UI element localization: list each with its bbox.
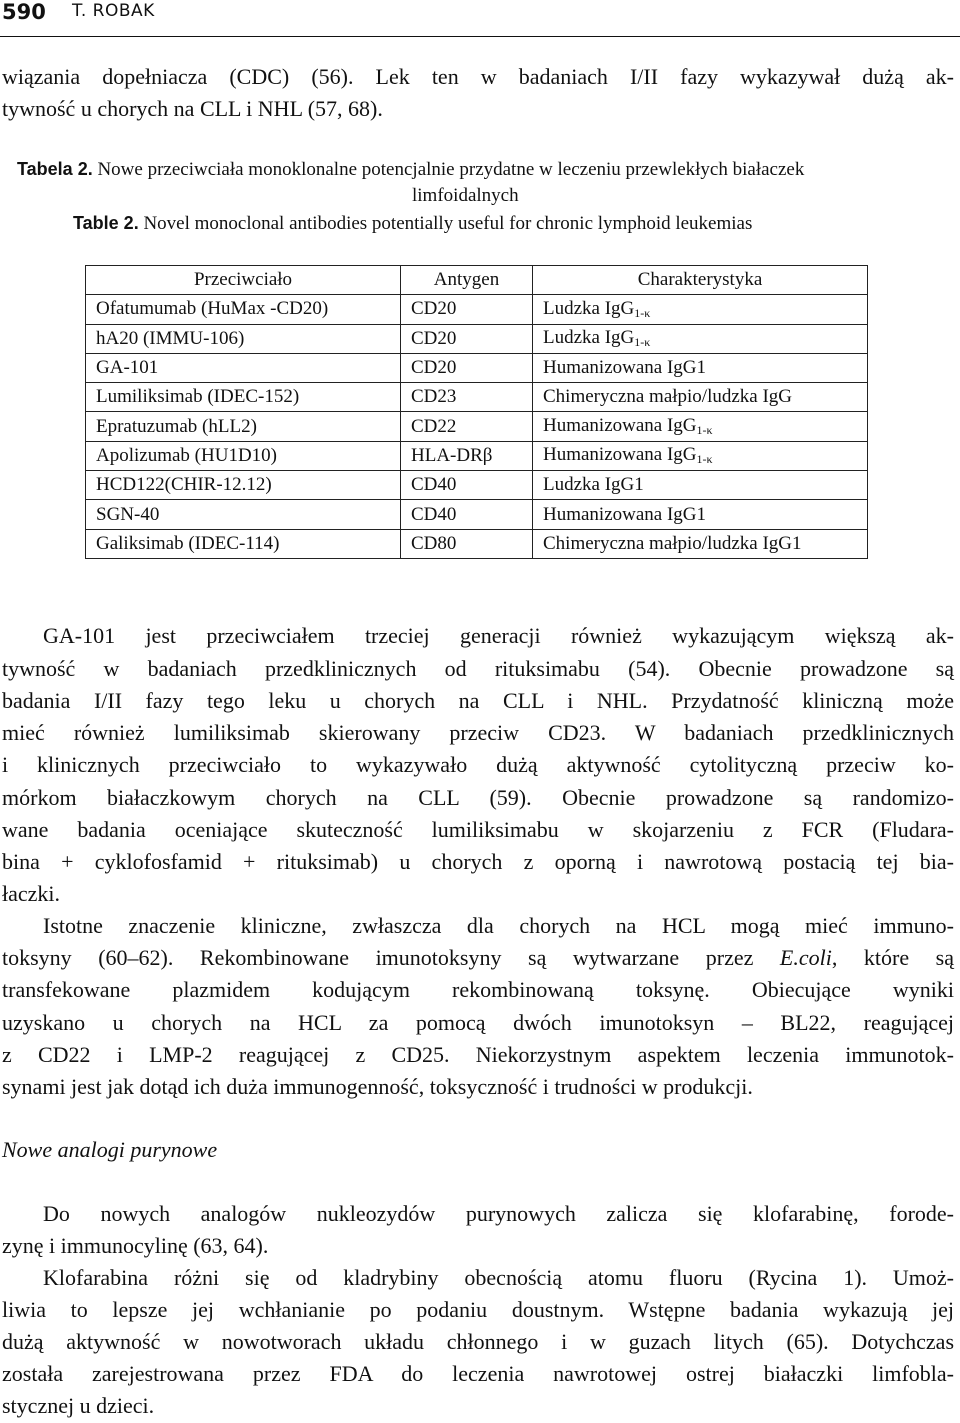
cell-antibody: Galiksimab (IDEC-114) xyxy=(86,529,401,558)
p2-line-6: synami jest jak dotąd ich duża immunogenność, toksyczność i trudności w produkcji. xyxy=(2,1074,753,1099)
p4-line-3: dużą aktywność w nowotworach układu chłonnego i w guzach litych (65). Dotychczas xyxy=(2,1329,954,1354)
p4-line-1: Klofarabina różni się od kladrybiny obecnością atomu fluoru (Rycina 1). Umoż- xyxy=(43,1265,954,1290)
p4-line-2: liwia to lepsze jej wchłanianie po podaniu doustnym. Wstępne badania wykazują jej xyxy=(2,1297,954,1322)
cell-antibody: Ofatumumab (HuMax -CD20) xyxy=(86,295,401,324)
p2-line-1: Istotne znaczenie kliniczne, zwłaszcza dla chorych na HCL mogą mieć immuno- xyxy=(43,913,954,938)
p1-line-9: łaczki. xyxy=(2,881,61,906)
cell-antibody: hA20 (IMMU-106) xyxy=(86,324,401,353)
page-number: 590 xyxy=(2,0,46,24)
table-row xyxy=(86,324,868,353)
table-row xyxy=(86,383,868,412)
section-heading: Nowe analogi purynowe xyxy=(2,1137,218,1162)
characteristics-text: Humanizowana IgG1 xyxy=(543,503,707,525)
p2-line-2-tail: , które są xyxy=(831,945,954,970)
p1-line-5: i klinicznych przeciwciało to wykazywało dużą aktywność cytolityczną przeciw ko- xyxy=(2,752,954,777)
characteristics-text: Humanizowana IgG xyxy=(543,415,697,437)
cell-antigen: CD22 xyxy=(401,412,533,441)
p1-line-7: wane badania oceniające skuteczność lumiliksimabu w skojarzeniu z FCR (Fludara- xyxy=(2,817,954,842)
characteristics-text: Chimeryczna małpio/ludzka IgG1 xyxy=(543,532,802,554)
cell-antigen: CD40 xyxy=(401,500,533,529)
p1-line-8: bina + cyklofosfamid + rituksimab) u chorych z oporną i nawrotową postacią tej bia- xyxy=(2,849,954,874)
cell-antigen: HLA-DRβ xyxy=(401,441,533,470)
caption-en-label: Table 2. xyxy=(73,213,139,233)
antibodies-table xyxy=(85,265,868,559)
characteristics-subscript: 1-κ xyxy=(634,335,651,350)
cell-characteristics xyxy=(533,353,868,382)
characteristics-text: Humanizowana IgG1 xyxy=(543,357,707,379)
p2-line-2-text: toksyny (60–62). Rekombinowane imunotoksyny są wytwarzane przez xyxy=(2,945,780,970)
cell-characteristics xyxy=(533,471,868,500)
p2-line-2 xyxy=(2,945,954,971)
cell-characteristics xyxy=(533,500,868,529)
header-antigen: Antygen xyxy=(401,266,533,295)
characteristics-text: Humanizowana IgG xyxy=(543,444,697,466)
characteristics-subscript: 1-κ xyxy=(696,452,713,467)
intro-line-2: tywność u chorych na CLL i NHL (57, 68). xyxy=(2,96,383,121)
table-row xyxy=(86,441,868,470)
cell-antibody: GA-101 xyxy=(86,353,401,382)
p3-line-1: Do nowych analogów nukleozydów purynowych zalicza się klofarabinę, forode- xyxy=(43,1201,954,1226)
p2-line-5: z CD22 i LMP-2 reagującej z CD25. Niekorzystnym aspektem leczenia immunotok- xyxy=(2,1042,954,1067)
cell-antigen: CD23 xyxy=(401,383,533,412)
table-row xyxy=(86,412,868,441)
header-characteristics: Charakterystyka xyxy=(533,266,868,295)
cell-antigen: CD20 xyxy=(401,295,533,324)
cell-characteristics xyxy=(533,324,868,353)
p1-line-2: tywność w badaniach przedklinicznych od rituksimabu (54). Obecnie prowadzone są xyxy=(2,656,954,681)
characteristics-text: Ludzka IgG xyxy=(543,297,635,319)
page-header xyxy=(0,0,960,38)
table-header-row xyxy=(86,266,868,295)
cell-antibody: Epratuzumab (hLL2) xyxy=(86,412,401,441)
p2-line-4: uzyskano u chorych na HCL za pomocą dwóch imunotoksyn – BL22, reagującej xyxy=(2,1010,954,1035)
cell-characteristics xyxy=(533,383,868,412)
p4-line-5: stycznej u dzieci. xyxy=(2,1393,155,1418)
cell-characteristics xyxy=(533,295,868,324)
characteristics-text: Ludzka IgG xyxy=(543,327,635,349)
cell-antibody: Lumiliksimab (IDEC-152) xyxy=(86,383,401,412)
characteristics-subscript: 1-κ xyxy=(696,423,713,438)
cell-antibody: SGN-40 xyxy=(86,500,401,529)
cell-antibody: HCD122(CHIR-12.12) xyxy=(86,471,401,500)
caption-pl-label: Tabela 2. xyxy=(17,159,93,179)
caption-pl-text: Nowe przeciwciała monoklonalne potencjalnie przydatne w leczeniu przewlekłych białaczek xyxy=(97,159,805,180)
running-head: T. ROBAK xyxy=(72,1,155,21)
intro-line-1: wiązania dopełniacza (CDC) (56). Lek ten w badaniach I/II fazy wykazywał dużą ak- xyxy=(2,64,954,89)
cell-characteristics xyxy=(533,441,868,470)
table-row xyxy=(86,353,868,382)
characteristics-text: Chimeryczna małpio/ludzka IgG xyxy=(543,386,793,408)
cell-characteristics xyxy=(533,529,868,558)
p1-line-4: mieć również lumiliksimab skierowany przeciw CD23. W badaniach przedklinicznych xyxy=(2,720,954,745)
characteristics-text: Ludzka IgG1 xyxy=(543,474,644,496)
table-caption-pl xyxy=(17,159,804,181)
p3-line-2: zynę i immunocylinę (63, 64). xyxy=(2,1233,269,1258)
cell-characteristics xyxy=(533,412,868,441)
cell-antigen: CD20 xyxy=(401,324,533,353)
p1-line-1: GA-101 jest przeciwciałem trzeciej generacji również wykazującym większą ak- xyxy=(43,623,954,648)
p2-line-3: transfekowane plazmidem kodującym rekombinowaną toksynę. Obiecujące wyniki xyxy=(2,977,954,1002)
characteristics-subscript: 1-κ xyxy=(634,305,651,320)
p1-line-6: mórkom białaczkowym chorych na CLL (59). Obecnie prowadzone są randomizo- xyxy=(2,785,954,810)
p4-line-4: została zarejestrowana przez FDA do leczenia nawrotowej ostrej białaczki limfobla- xyxy=(2,1361,954,1386)
header-rule xyxy=(0,36,960,37)
cell-antigen: CD40 xyxy=(401,471,533,500)
ecoli-italic: E.coli xyxy=(779,945,832,970)
table-row xyxy=(86,471,868,500)
caption-en-text: Novel monoclonal antibodies potentially useful for chronic lymphoid leukemias xyxy=(143,213,753,234)
table-row xyxy=(86,500,868,529)
header-antibody: Przeciwciało xyxy=(86,266,401,295)
cell-antigen: CD80 xyxy=(401,529,533,558)
cell-antigen: CD20 xyxy=(401,353,533,382)
table-caption-en xyxy=(73,213,752,235)
table-row xyxy=(86,529,868,558)
table-row xyxy=(86,295,868,324)
caption-pl-text-2: limfoidalnych xyxy=(412,185,519,206)
p1-line-3: badania I/II fazy tego leku u chorych na CLL i NHL. Przydatność kliniczną może xyxy=(2,688,954,713)
cell-antibody: Apolizumab (HU1D10) xyxy=(86,441,401,470)
